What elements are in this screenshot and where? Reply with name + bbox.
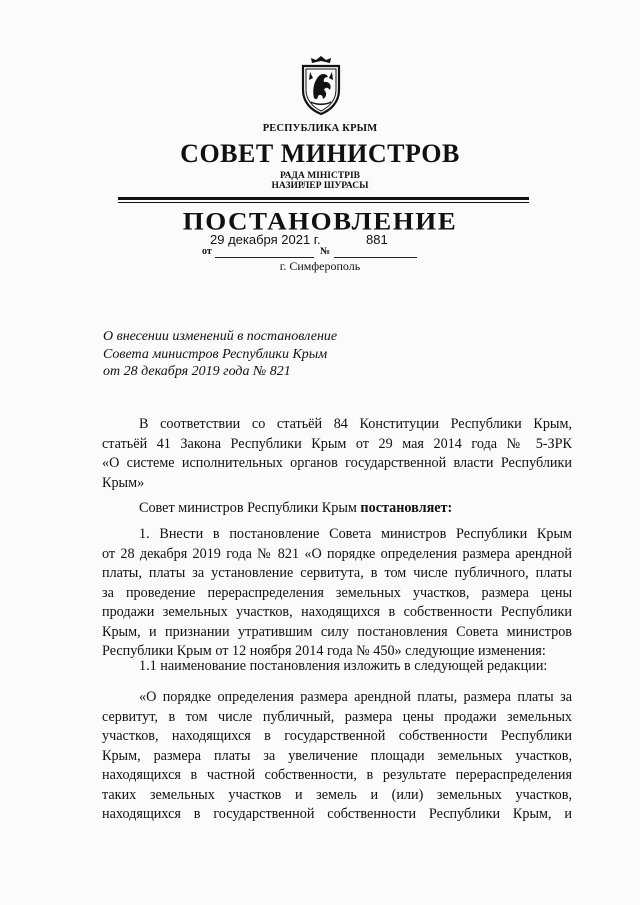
paragraph-line: таких земельных участков и земель и (или) земельных участков, [102, 786, 572, 803]
number-label: № [320, 246, 331, 257]
paragraph-line: Крым» [102, 474, 145, 491]
paragraph-line: находящихся в частной собственности, в результате перераспределения [102, 767, 572, 783]
coat-of-arms-emblem [296, 54, 346, 116]
paragraph-line: Крым, и признании утратившим силу постановления Совета министров [102, 623, 572, 640]
paragraph-line: Крым, размера платы за увеличение площади земельных участков, [102, 747, 572, 764]
subject-line: Совета министров Республики Крым [103, 346, 328, 362]
paragraph-line: за проведение перераспределения земельных участков, размера цены [102, 584, 572, 601]
council-title-ukrainian: РАДА МІНІСТРІВ [279, 171, 360, 181]
paragraph-line: продажи земельных участков, находящихся в собственности Республики [102, 604, 572, 620]
paragraph-line: участков, находящихся в государственной собственности Республики [102, 728, 572, 744]
preamble-paragraph [102, 415, 572, 493]
date-underline [215, 257, 314, 258]
document-type-heading: ПОСТАНОВЛЕНИЕ [182, 206, 458, 236]
resolution-paragraph [102, 499, 572, 519]
resolution-text: Совет министров Республики Крым [139, 500, 361, 516]
resolution-keyword: постановляет: [360, 500, 453, 516]
council-title-crimean-tatar: НАЗИРЛЕР ШУРАСЫ [271, 181, 369, 191]
paragraph-line: статьёй 41 Закона Республики Крым от 29 мая 2014 года № 5-ЗРК [102, 435, 572, 452]
city: г. Симферополь [279, 259, 361, 273]
paragraph-line: сервитут, в том числе публичный, размера цены продажи земельных [102, 708, 572, 725]
paragraph-line: находящихся в государственной собственности Республики Крым, и [102, 806, 572, 822]
date-label: от [202, 246, 212, 257]
paragraph-line: «О системе исполнительных органов государственной власти Республики [102, 455, 572, 471]
paragraph-line: от 28 декабря 2019 года № 821 «О порядке определения размера арендной [102, 545, 572, 562]
paragraph-line: «О порядке определения размера арендной платы, размера платы за [139, 689, 572, 705]
header-rule-thick [118, 197, 529, 200]
paragraph-line: В соответствии со статьёй 84 Конституции Республики Крым, [139, 416, 572, 432]
new-title-paragraph [102, 688, 572, 825]
decree-date: 29 декабря 2021 г. [210, 232, 321, 247]
number-underline [334, 257, 417, 258]
paragraph-line: платы, платы за установление сервитута, в том числе публичного, платы [102, 565, 572, 581]
header-rule-thin [118, 202, 529, 203]
subject-line: О внесении изменений в постановление [103, 329, 338, 344]
council-title: СОВЕТ МИНИСТРОВ [180, 139, 460, 168]
subject-line: от 28 декабря 2019 года № 821 [103, 364, 291, 379]
clause-1-1-paragraph: 1.1 наименование постановления изложить в следующей редакции: [139, 658, 548, 674]
paragraph-line: 1. Внести в постановление Совета министров Республики Крым [139, 526, 572, 542]
paragraph-line: Республики Крым от 12 ноября 2014 года № 450» следующие изменения: [102, 643, 546, 659]
decree-subject [103, 328, 337, 381]
republic-title: РЕСПУБЛИКА КРЫМ [262, 123, 378, 134]
clause-1-paragraph [102, 525, 572, 662]
decree-number: 881 [366, 232, 388, 247]
